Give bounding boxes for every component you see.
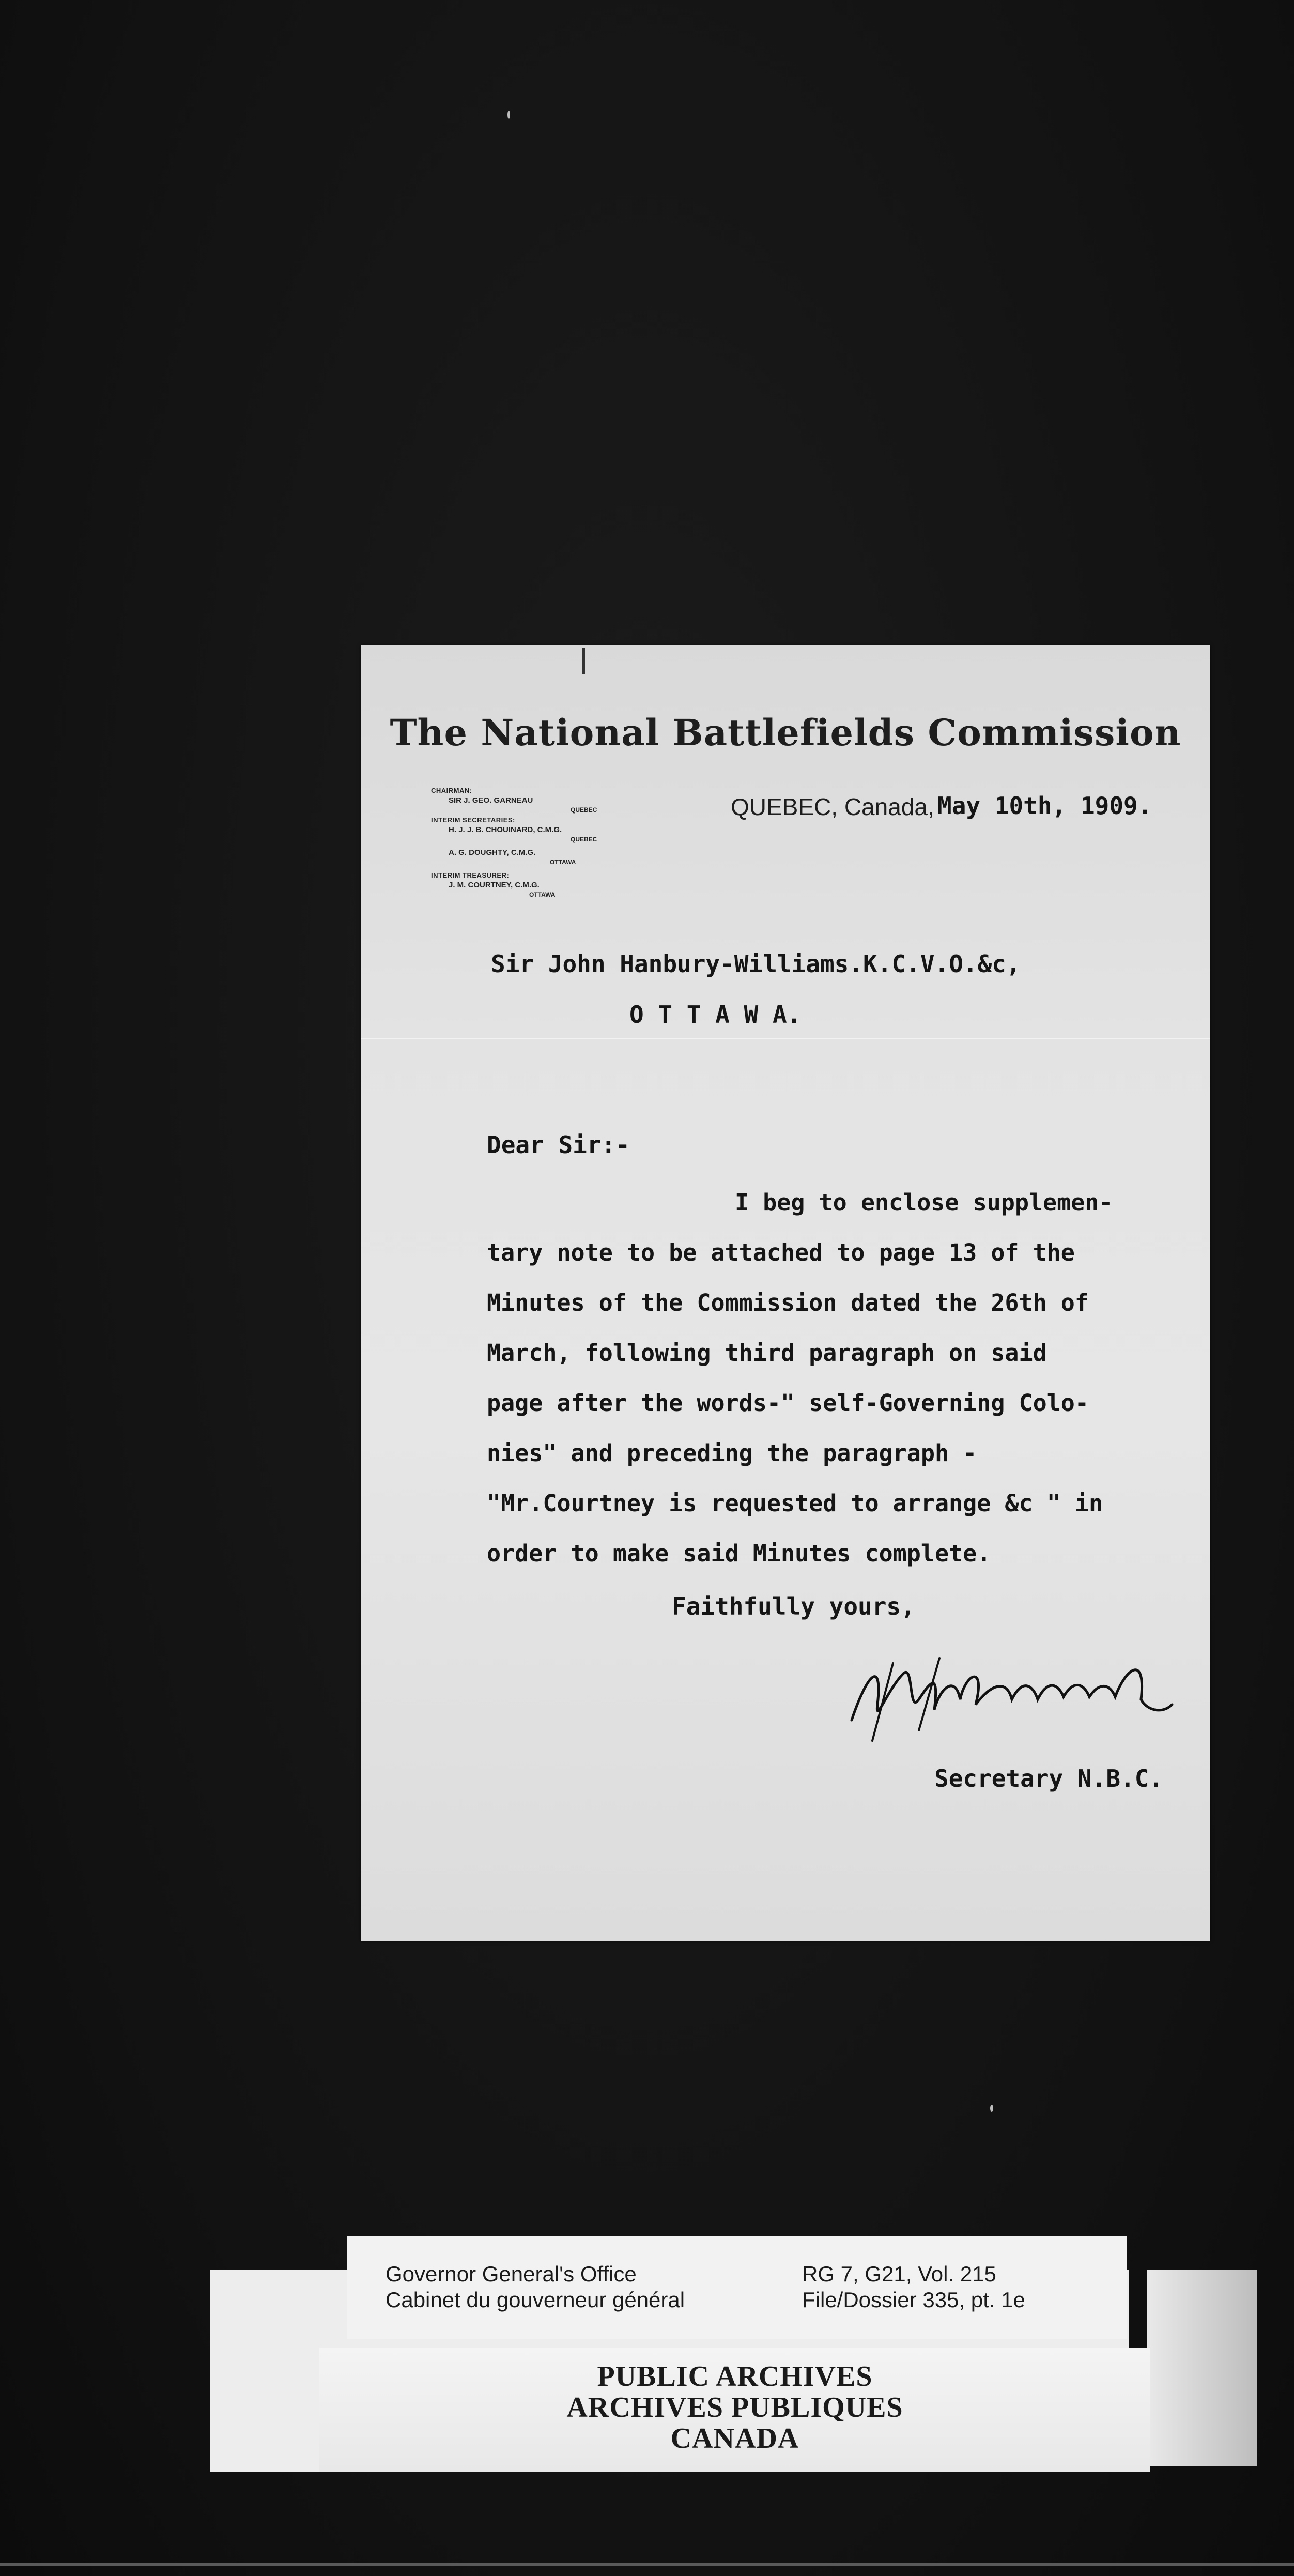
- officer-city: QUEBEC: [571, 836, 597, 843]
- body-line: order to make said Minutes complete.: [487, 1540, 991, 1567]
- address-city: O T T A W A.: [629, 1001, 802, 1029]
- officer-name: SIR J. GEO. GARNEAU: [449, 796, 533, 805]
- closing: Faithfully yours,: [672, 1592, 915, 1620]
- office-french: Cabinet du gouverneur général: [386, 2288, 685, 2312]
- letter-body: [487, 1177, 1200, 1578]
- letterhead-title: The National Battlefields Commission: [390, 711, 1181, 754]
- stamp-line-2: ARCHIVES PUBLIQUES: [566, 2391, 903, 2424]
- body-line: tary note to be attached to page 13 of the: [487, 1239, 1075, 1266]
- body-line: March, following third paragraph on said: [487, 1339, 1047, 1367]
- officer-city: OTTAWA: [550, 858, 576, 866]
- film-speck: [990, 2105, 993, 2112]
- officer-city: QUEBEC: [571, 806, 597, 814]
- letterhead-place: QUEBEC, Canada,: [731, 793, 934, 820]
- body-line: I beg to enclose supplemen-: [735, 1189, 1113, 1216]
- officer-role: INTERIM TREASURER:: [431, 871, 510, 879]
- label-tab-right: [1147, 2270, 1257, 2466]
- officer-role: INTERIM SECRETARIES:: [431, 816, 515, 824]
- signer-title: Secretary N.B.C.: [934, 1765, 1164, 1792]
- body-line: nies" and preceding the paragraph -: [487, 1439, 977, 1467]
- body-line: page after the words-" self-Governing Colo-: [487, 1389, 1089, 1417]
- fold-line: [361, 1038, 1210, 1039]
- film-edge: [0, 2563, 1294, 2566]
- film-speck: [507, 111, 510, 119]
- officer-role: CHAIRMAN:: [431, 787, 472, 794]
- archive-file: File/Dossier 335, pt. 1e: [802, 2288, 1025, 2312]
- officer-name: H. J. J. B. CHOUINARD, C.M.G.: [449, 825, 562, 834]
- salutation: Dear Sir:-: [487, 1131, 630, 1159]
- addressee: Sir John Hanbury-Williams.K.C.V.O.&c,: [491, 950, 1021, 978]
- handwritten-signature: [836, 1643, 1177, 1746]
- officers-list: [431, 786, 658, 900]
- office-english: Governor General's Office: [386, 2262, 637, 2286]
- stamp-line-1: PUBLIC ARCHIVES: [597, 2360, 873, 2393]
- stamp-line-3: CANADA: [670, 2422, 799, 2455]
- letter-date: May 10th, 1909.: [937, 792, 1152, 820]
- body-line: Minutes of the Commission dated the 26th of: [487, 1289, 1089, 1316]
- pin-mark: [582, 648, 585, 674]
- body-line: "Mr.Courtney is requested to arrange &c " in: [487, 1490, 1103, 1517]
- officer-name: J. M. COURTNEY, C.M.G.: [449, 881, 540, 890]
- officer-name: A. G. DOUGHTY, C.M.G.: [449, 848, 536, 857]
- officer-city: OTTAWA: [529, 891, 556, 898]
- letter-page: [361, 645, 1210, 1941]
- archive-reference: RG 7, G21, Vol. 215: [802, 2262, 996, 2286]
